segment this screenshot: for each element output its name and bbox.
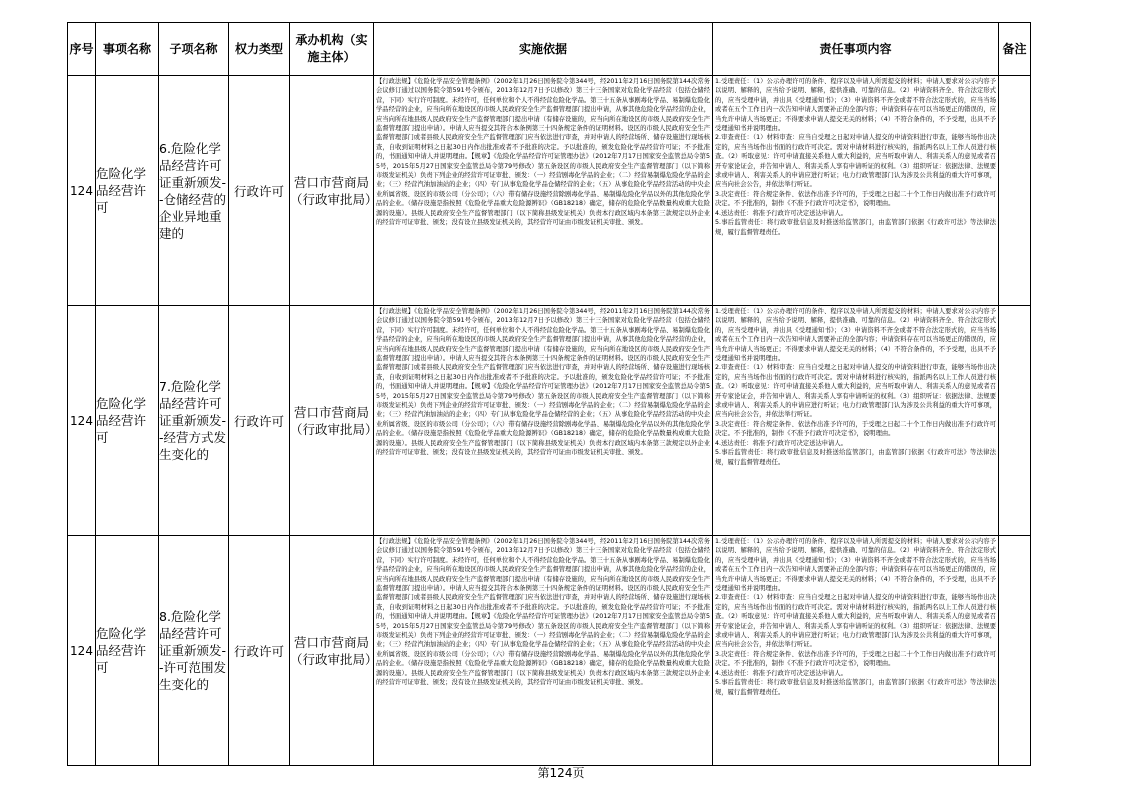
duty-supervise: 5.事后监管责任：将行政审批信息及时推送给监管部门，由监管部门依据《行政许可法》等法律法规，履行监督管理责任。 (715, 679, 996, 696)
duty-supervise: 5.事后监管责任：将行政审批信息及时推送给监管部门，由监管部门依据《行政许可法》等法律法规，履行监督管理责任。 (715, 449, 996, 466)
row-duty-cell (713, 306, 999, 536)
duty-decide: 3.决定责任：符合规定条件、依法作出准予许可的，于受理之日起二十个工作日内做出准予行政许可决定。不予批准的，制作《不准予行政许可决定书》，说明理由。 (715, 650, 996, 668)
header-item-name: 事项名称 (96, 23, 159, 76)
duty-review: 2.审查责任：（1）材料审查：应当自受理之日起对申请人提交的申请资料进行审查，能够当场作出决定的，应当当场作出书面的行政许可决定。需对申请材料进行核实的，指派两名以上工作人员进行核查。（2）听取意见：许可申请直接关系他人重大利益的，应当听取申请人、利害关系人的意见或者召开专家论证会，并告知申请人、利害关系人享有申请听证的权利。（3）组织听证：依据法律、法规要求或申请人、利害关系人的申请应进行听证；电力行政管理部门认为涉及公共利益的重大许可事项，应当向社会公告，并依法举行听证。 (715, 594, 996, 649)
row-org: 营口市营商局（行政审批局） (290, 536, 374, 766)
row-duty-cell (713, 536, 999, 766)
row-duty-cell (713, 76, 999, 306)
row-remark (999, 536, 1031, 766)
row-org: 营口市营商局（行政审批局） (290, 306, 374, 536)
duty-supervise: 5.事后监管责任：将行政审批信息及时推送给监管部门，由监管部门依据《行政许可法》等法律法规，履行监督管理责任。 (715, 219, 996, 236)
header-org: 承办机构（实施主体） (290, 23, 374, 76)
duty-review: 2.审查责任：（1）材料审查：应当自受理之日起对申请人提交的申请资料进行审查，能够当场作出决定的，应当当场作出书面的行政许可决定。需对申请材料进行核实的，指派两名以上工作人员进行核查。（2）听取意见：许可申请直接关系他人重大利益的，应当听取申请人、利害关系人的意见或者召开专家论证会，并告知申请人、利害关系人享有申请听证的权利。（3）组织听证：依据法律、法规要求或申请人、利害关系人的申请应进行听证；电力行政管理部门认为涉及公共利益的重大许可事项，应当向社会公告，并依法举行听证。 (715, 364, 996, 419)
row-item-name: 危险化学品经营许可 (96, 76, 159, 306)
header-power-type: 权力类型 (229, 23, 290, 76)
responsibility-table (67, 22, 1031, 766)
duty-decide: 3.决定责任：符合规定条件、依法作出准予许可的，于受理之日起二十个工作日内做出准予行政许可决定。不予批准的，制作《不准予行政许可决定书》，说明理由。 (715, 420, 996, 438)
duty-review: 2.审查责任：（1）材料审查：应当自受理之日起对申请人提交的申请资料进行审查，能够当场作出决定的，应当当场作出书面的行政许可决定。需对申请材料进行核实的，指派两名以上工作人员进行核查。（2）听取意见：许可申请直接关系他人重大利益的，应当听取申请人、利害关系人的意见或者召开专家论证会，并告知申请人、利害关系人享有申请听证的权利。（3）组织听证：依据法律、法规要求或申请人、利害关系人的申请应进行听证；电力行政管理部门认为涉及公共利益的重大许可事项，应当向社会公告，并依法举行听证。 (715, 134, 996, 189)
row-duty-text (713, 306, 998, 535)
table-row (68, 76, 1031, 306)
row-power-type: 行政许可 (229, 76, 290, 306)
row-duty-text (713, 76, 998, 305)
row-sub-name: 6.危险化学品经营许可证重新颁发--仓储经营的企业异地重建的 (159, 76, 229, 306)
row-basis-text: 【行政法规】《危险化学品安全管理条例》（2002年1月26日国务院令第344号，经2011年2月16日国务院第144次常务会议修订通过以国务院令第591号令颁布，2013年12月7日予以修改）第三十三条国家对危险化学品经营（包括仓储经营，下同）实行许可制度。未经许可，任何单位和个人不得经营危险化学品。第三十五条从事剧毒化学品、易制爆危险化学品经营的企业，应当向所在地设区的市级人民政府安全生产监督管理部门提出申请，从事其他危险化学品经营的企业，应当向所在地县级人民政府安全生产监督管理部门提出申请（有储存设施的，应当向所在地设区的市级人民政府安全生产监督管理部门提出申请）。申请人应当提交其符合本条例第三十四条规定条件的证明材料。设区的市级人民政府安全生产监督管理部门或者县级人民政府安全生产监督管理部门应当依法进行审查，并对申请人的经营场所、储存设施进行现场核查，自收到证明材料之日起30日内作出批准或者不予批准的决定。予以批准的，颁发危险化学品经营许可证；不予批准的，书面通知申请人并说明理由。【规章】《危险化学品经营许可证管理办法》（2012年7月17日国家安全监管总局令第55号，2015年5月27日国家安全监管总局令第79号修改）第五条设区的市级人民政府安全生产监督管理部门（以下简称市级发证机关）负责下列企业的经营许可证审批、颁发：（一）经营剧毒化学品的企业；（二）经营易制爆危险化学品的企业；（三）经营汽油加油站的企业；（四）专门从事危险化学品仓储经营的企业；（五）从事危险化学品经营活动的中央企业所属省级、设区的市级公司（分公司）；（六）带有储存设施经营除剧毒化学品、易制爆危险化学品以外的其他危险化学品的企业。（储存设施是指按照《危险化学品重大危险源辨识》（GB18218）确定，储存的危险化学品数量构成重大危险源的设施）。县级人民政府安全生产监督管理部门（以下简称县级发证机关）负责本行政区域内本条第三款规定以外企业的经营许可证审批、颁发；没有设立县级发证机关的，其经营许可证由市级发证机关审批、颁发。 (376, 538, 710, 687)
page-number: 第124页 (537, 766, 585, 780)
row-remark (999, 76, 1031, 306)
row-basis-cell (374, 76, 713, 306)
row-item-name: 危险化学品经营许可 (96, 306, 159, 536)
row-basis-cell (374, 306, 713, 536)
row-duty-text (713, 536, 998, 765)
row-seq: 124 (68, 536, 96, 766)
header-basis: 实施依据 (374, 23, 713, 76)
row-seq: 124 (68, 306, 96, 536)
header-row (68, 23, 1031, 76)
duty-decide: 3.决定责任：符合规定条件、依法作出准予许可的，于受理之日起二十个工作日内做出准予行政许可决定。不予批准的，制作《不准予行政许可决定书》，说明理由。 (715, 190, 996, 208)
header-sub-name: 子项名称 (159, 23, 229, 76)
row-seq: 124 (68, 76, 96, 306)
row-sub-name: 8.危险化学品经营许可证重新颁发--许可范围发生变化的 (159, 536, 229, 766)
row-sub-name: 7.危险化学品经营许可证重新颁发--经营方式发生变化的 (159, 306, 229, 536)
header-remark: 备注 (999, 23, 1031, 76)
duty-deliver: 4.送达责任：将准予行政许可决定送达申请人。 (715, 209, 847, 217)
row-basis-text: 【行政法规】《危险化学品安全管理条例》（2002年1月26日国务院令第344号，经2011年2月16日国务院第144次常务会议修订通过以国务院令第591号令颁布，2013年12月7日予以修改）第三十三条国家对危险化学品经营（包括仓储经营，下同）实行许可制度。未经许可，任何单位和个人不得经营危险化学品。第三十五条从事剧毒化学品、易制爆危险化学品经营的企业，应当向所在地设区的市级人民政府安全生产监督管理部门提出申请，从事其他危险化学品经营的企业，应当向所在地县级人民政府安全生产监督管理部门提出申请（有储存设施的，应当向所在地设区的市级人民政府安全生产监督管理部门提出申请）。申请人应当提交其符合本条例第三十四条规定条件的证明材料。设区的市级人民政府安全生产监督管理部门或者县级人民政府安全生产监督管理部门应当依法进行审查，并对申请人的经营场所、储存设施进行现场核查，自收到证明材料之日起30日内作出批准或者不予批准的决定。予以批准的，颁发危险化学品经营许可证；不予批准的，书面通知申请人并说明理由。【规章】《危险化学品经营许可证管理办法》（2012年7月17日国家安全监管总局令第55号，2015年5月27日国家安全监管总局令第79号修改）第五条设区的市级人民政府安全生产监督管理部门（以下简称市级发证机关）负责下列企业的经营许可证审批、颁发：（一）经营剧毒化学品的企业；（二）经营易制爆危险化学品的企业；（三）经营汽油加油站的企业；（四）专门从事危险化学品仓储经营的企业；（五）从事危险化学品经营活动的中央企业所属省级、设区的市级公司（分公司）；（六）带有储存设施经营除剧毒化学品、易制爆危险化学品以外的其他危险化学品的企业。（储存设施是指按照《危险化学品重大危险源辨识》（GB18218）确定，储存的危险化学品数量构成重大危险源的设施）。县级人民政府安全生产监督管理部门（以下简称县级发证机关）负责本行政区域内本条第三款规定以外企业的经营许可证审批、颁发；没有设立县级发证机关的，其经营许可证由市级发证机关审批、颁发。 (376, 78, 710, 227)
table-row (68, 536, 1031, 766)
header-seq: 序号 (68, 23, 96, 76)
header-duty: 责任事项内容 (713, 23, 999, 76)
duty-accept: 1.受理责任：（1）公示办理许可的条件、程序以及申请人所需提交的材料；申请人要求对公示内容予以说明、解释的，应当给予说明、解释，提供准确、可靠的信息。（2）申请资料齐全、符合法定形式的，应当受理申请，并出具《受理通知书》；（3）申请资料不齐全或者不符合法定形式的，应当当场或者在五个工作日内一次告知申请人需要补正的全部内容；申请资料存在可以当场更正的错误的，应当允许申请人当场更正；不得要求申请人提交无关的材料；（4）不符合条件的，不予受理，出具不予受理通知书并说明理由。 (715, 538, 996, 593)
duty-accept: 1.受理责任：（1）公示办理许可的条件、程序以及申请人所需提交的材料；申请人要求对公示内容予以说明、解释的，应当给予说明、解释，提供准确、可靠的信息。（2）申请资料齐全、符合法定形式的，应当受理申请，并出具《受理通知书》；（3）申请资料不齐全或者不符合法定形式的，应当当场或者在五个工作日内一次告知申请人需要补正的全部内容；申请资料存在可以当场更正的错误的，应当允许申请人当场更正；不得要求申请人提交无关的材料；（4）不符合条件的，不予受理，出具不予受理通知书并说明理由。 (715, 308, 996, 363)
row-basis-cell (374, 536, 713, 766)
table-row (68, 306, 1031, 536)
row-remark (999, 306, 1031, 536)
row-power-type: 行政许可 (229, 306, 290, 536)
duty-deliver: 4.送达责任：将准予行政许可决定送达申请人。 (715, 439, 847, 447)
row-item-name: 危险化学品经营许可 (96, 536, 159, 766)
duty-accept: 1.受理责任：（1）公示办理许可的条件、程序以及申请人所需提交的材料；申请人要求对公示内容予以说明、解释的，应当给予说明、解释，提供准确、可靠的信息。（2）申请资料齐全、符合法定形式的，应当受理申请，并出具《受理通知书》；（3）申请资料不齐全或者不符合法定形式的，应当当场或者在五个工作日内一次告知申请人需要补正的全部内容；申请资料存在可以当场更正的错误的，应当允许申请人当场更正；不得要求申请人提交无关的材料；（4）不符合条件的，不予受理，出具不予受理通知书并说明理由。 (715, 78, 996, 133)
row-org: 营口市营商局（行政审批局） (290, 76, 374, 306)
row-basis-text: 【行政法规】《危险化学品安全管理条例》（2002年1月26日国务院令第344号，经2011年2月16日国务院第144次常务会议修订通过以国务院令第591号令颁布，2013年12月7日予以修改）第三十三条国家对危险化学品经营（包括仓储经营，下同）实行许可制度。未经许可，任何单位和个人不得经营危险化学品。第三十五条从事剧毒化学品、易制爆危险化学品经营的企业，应当向所在地设区的市级人民政府安全生产监督管理部门提出申请，从事其他危险化学品经营的企业，应当向所在地县级人民政府安全生产监督管理部门提出申请（有储存设施的，应当向所在地设区的市级人民政府安全生产监督管理部门提出申请）。申请人应当提交其符合本条例第三十四条规定条件的证明材料。设区的市级人民政府安全生产监督管理部门或者县级人民政府安全生产监督管理部门应当依法进行审查，并对申请人的经营场所、储存设施进行现场核查，自收到证明材料之日起30日内作出批准或者不予批准的决定。予以批准的，颁发危险化学品经营许可证；不予批准的，书面通知申请人并说明理由。【规章】《危险化学品经营许可证管理办法》（2012年7月17日国家安全监管总局令第55号，2015年5月27日国家安全监管总局令第79号修改）第五条设区的市级人民政府安全生产监督管理部门（以下简称市级发证机关）负责下列企业的经营许可证审批、颁发：（一）经营剧毒化学品的企业；（二）经营易制爆危险化学品的企业；（三）经营汽油加油站的企业；（四）专门从事危险化学品仓储经营的企业；（五）从事危险化学品经营活动的中央企业所属省级、设区的市级公司（分公司）；（六）带有储存设施经营除剧毒化学品、易制爆危险化学品以外的其他危险化学品的企业。（储存设施是指按照《危险化学品重大危险源辨识》（GB18218）确定，储存的危险化学品数量构成重大危险源的设施）。县级人民政府安全生产监督管理部门（以下简称县级发证机关）负责本行政区域内本条第三款规定以外企业的经营许可证审批、颁发；没有设立县级发证机关的，其经营许可证由市级发证机关审批、颁发。 (376, 308, 710, 457)
row-power-type: 行政许可 (229, 536, 290, 766)
duty-deliver: 4.送达责任：将准予行政许可决定送达申请人。 (715, 669, 847, 677)
